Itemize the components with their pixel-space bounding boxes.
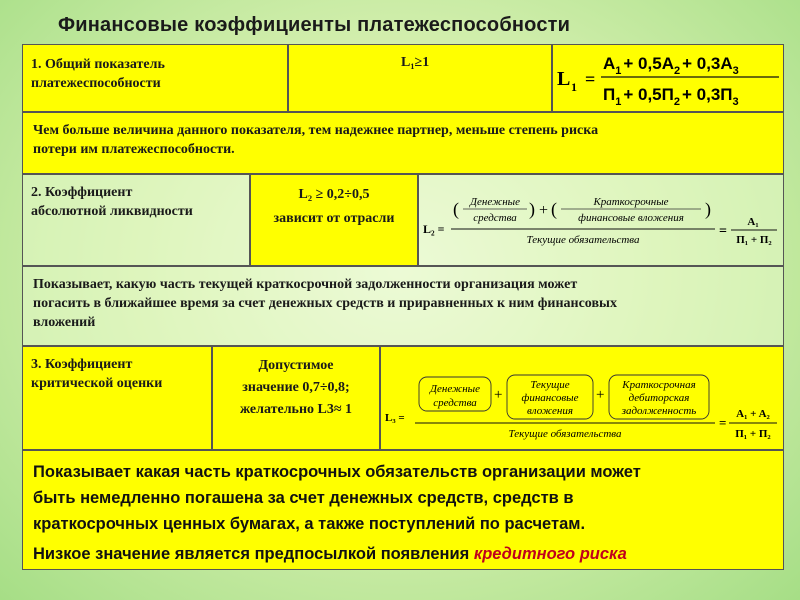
- row-absolute-desc: [22, 266, 784, 346]
- fin-label: Краткосрочные: [593, 196, 669, 208]
- cell-name: [22, 44, 288, 112]
- norm-line: значение 0,7÷0,8;: [242, 380, 350, 395]
- name-line: 3. Коэффициент: [31, 357, 133, 372]
- paren-close: ): [529, 199, 535, 219]
- desc-line: краткосрочных ценных бумагах, а также поступлений по расчетам.: [33, 515, 586, 533]
- cell-formula: [380, 346, 784, 450]
- name-line: абсолютной ликвидности: [31, 204, 193, 219]
- page-title: Финансовые коэффициенты платежеспособности: [58, 14, 571, 36]
- denominator-label: Текущие обязательства: [526, 234, 640, 246]
- result-denominator: П₁ + П₂: [735, 428, 771, 440]
- receivables-label: дебиторская: [628, 392, 690, 404]
- cell-norm: [288, 44, 552, 112]
- cell-desc: [22, 450, 784, 570]
- formula-eq: =: [719, 224, 727, 239]
- desc-line: потери им платежеспособности.: [33, 142, 235, 157]
- cell-formula: [418, 174, 784, 266]
- paren-open: (: [551, 199, 557, 219]
- risk-note-text: Низкое значение является предпосылкой появления: [33, 545, 474, 563]
- name-line: платежеспособности: [31, 76, 161, 91]
- paren-open: (: [453, 199, 459, 219]
- cell-norm: [212, 346, 380, 450]
- formula-numerator: $A_1 + 0,5A_2 + 0,3A_3$: [603, 54, 739, 77]
- desc-line: погасить в ближайшее время за счет денежных средств и приравненных к ним финансовых: [33, 296, 617, 311]
- fin-label: Текущие: [530, 379, 570, 391]
- cell-desc: [22, 266, 784, 346]
- cell-name: [22, 346, 212, 450]
- formula-l3: [381, 347, 783, 449]
- desc-line: Показывает какая часть краткосрочных обязательств организации может: [33, 463, 641, 481]
- formula-lhs: L₂ =: [423, 222, 445, 236]
- formula-eq: =: [719, 415, 727, 430]
- cell-desc: [22, 112, 784, 174]
- formula-lhs: L₃ =: [385, 412, 405, 424]
- row-absolute-liquidity: [22, 174, 784, 266]
- norm-text: L₁≥1: [401, 55, 430, 70]
- formula-l1: [553, 45, 783, 111]
- plus-sign: +: [494, 387, 503, 403]
- plus-sign: +: [539, 202, 549, 219]
- risk-note: [33, 541, 641, 567]
- name-line: 2. Коэффициент: [31, 185, 133, 200]
- formula-lhs: L: [557, 68, 571, 90]
- desc-line: Показывает, какую часть текущей краткосрочной задолженности организация может: [33, 277, 578, 292]
- credit-risk-emphasis: кредитного риска: [473, 545, 627, 563]
- fin-label: финансовые вложения: [578, 212, 684, 224]
- receivables-label: задолженность: [621, 405, 697, 417]
- receivables-label: Краткосрочная: [622, 379, 696, 391]
- formula-l2: [419, 175, 783, 265]
- desc-line: вложений: [33, 315, 96, 330]
- formula-eq: =: [585, 69, 596, 89]
- fin-label: вложения: [527, 405, 573, 417]
- norm-line: L₂ ≥ 0,2÷0,5: [298, 187, 370, 202]
- denominator-label: Текущие обязательства: [508, 428, 622, 440]
- formula-denominator: $П_1 + 0,5П_2 + 0,3П_3$: [603, 85, 739, 108]
- cell-norm: [250, 174, 418, 266]
- norm-line: желательно L3≈ 1: [239, 402, 353, 417]
- row-general-desc: [22, 112, 784, 174]
- cash-label: средства: [473, 212, 517, 224]
- cash-label: Денежные: [430, 383, 480, 395]
- result-numerator: A₁: [747, 216, 759, 228]
- cell-name: [22, 174, 250, 266]
- name-line: критической оценки: [31, 376, 163, 391]
- row-critical-desc: [22, 450, 784, 570]
- result-denominator: П₁ + П₂: [736, 234, 772, 246]
- plus-sign: +: [596, 387, 605, 403]
- norm-line: Допустимое: [258, 358, 334, 373]
- name-line: 1. Общий показатель: [31, 57, 165, 72]
- paren-close: ): [705, 199, 711, 219]
- fin-label: финансовые: [521, 392, 579, 404]
- cell-formula: [552, 44, 784, 112]
- desc-line: Чем больше величина данного показателя, тем надежнее партнер, меньше степень риска: [33, 123, 599, 138]
- desc-line: быть немедленно погашена за счет денежных средств, средств в: [33, 489, 574, 507]
- cash-label: средства: [433, 397, 477, 409]
- result-numerator: A₁ + A₂: [736, 408, 770, 420]
- norm-line: зависит от отрасли: [273, 211, 395, 226]
- row-critical-ratio: [22, 346, 784, 450]
- cash-label: Денежные: [470, 196, 520, 208]
- row-general-ratio: [22, 44, 784, 112]
- formula-lhs-sub: 1: [571, 80, 577, 94]
